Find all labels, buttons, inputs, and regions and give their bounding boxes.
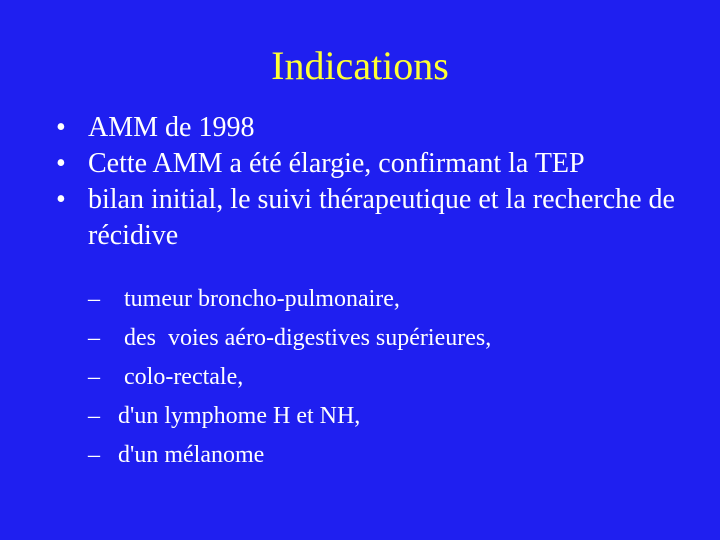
sub-list bbox=[88, 280, 688, 475]
bullet-item bbox=[56, 110, 706, 146]
bullet-icon: • bbox=[56, 112, 66, 143]
dash-icon: – bbox=[88, 364, 100, 390]
bullet-item bbox=[56, 182, 706, 254]
sub-text: des voies aéro-digestives supérieures, bbox=[118, 325, 492, 351]
bullet-icon: • bbox=[56, 184, 66, 215]
sub-item bbox=[88, 436, 688, 475]
dash-icon: – bbox=[88, 403, 100, 429]
dash-icon: – bbox=[88, 442, 100, 468]
bullet-list bbox=[56, 110, 706, 254]
slide-title: Indications bbox=[271, 43, 449, 88]
bullet-text: AMM de 1998 bbox=[88, 112, 255, 143]
sub-text: d'un lymphome H et NH, bbox=[118, 403, 361, 429]
sub-item bbox=[88, 397, 688, 436]
sub-item bbox=[88, 280, 688, 319]
sub-item bbox=[88, 319, 688, 358]
bullet-item bbox=[56, 146, 706, 182]
sub-text: colo-rectale, bbox=[118, 364, 244, 390]
sub-text: tumeur broncho-pulmonaire, bbox=[118, 286, 400, 312]
bullet-text: Cette AMM a été élargie, confirmant la TEP bbox=[88, 148, 585, 179]
dash-icon: – bbox=[88, 325, 100, 351]
bullet-text: bilan initial, le suivi thérapeutique et la recherche de récidive bbox=[88, 184, 675, 251]
bullet-icon: • bbox=[56, 148, 66, 179]
dash-icon: – bbox=[88, 286, 100, 312]
sub-item bbox=[88, 358, 688, 397]
sub-text: d'un mélanome bbox=[118, 442, 265, 468]
